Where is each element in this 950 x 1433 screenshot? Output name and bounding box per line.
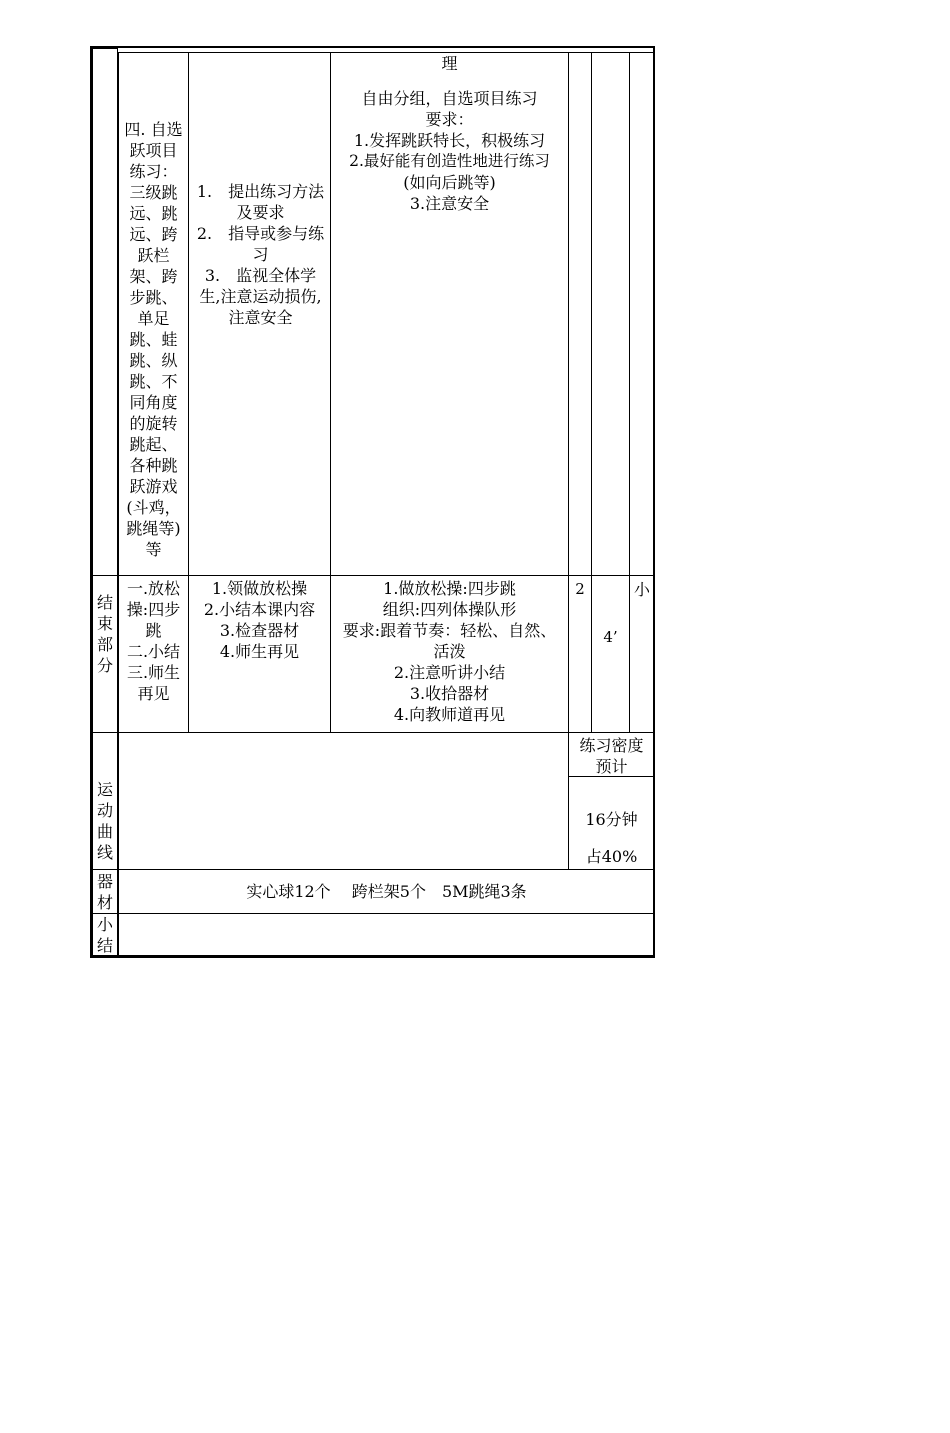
end-teacher-1: 1.领做放松操 bbox=[211, 579, 308, 598]
student-line-1: 自由分组，自选项目练习 bbox=[361, 89, 538, 108]
end-duration: 4’ bbox=[603, 628, 618, 646]
end-teacher-3: 3.检查器材 bbox=[219, 621, 300, 640]
end-intensity-cell bbox=[629, 575, 655, 733]
teacher-step-3: 3. 监视全体学生,注意运动损伤,注意安全 bbox=[199, 266, 322, 327]
end-student-2: 组织:四列体操队形 bbox=[382, 600, 517, 619]
end-times-cell bbox=[568, 575, 592, 733]
end-teacher-4: 4.师生再见 bbox=[219, 642, 300, 661]
equipment-text: 实心球12个 跨栏架5个 5M跳绳3条 bbox=[246, 882, 527, 901]
curve-label-cell bbox=[92, 732, 118, 870]
intensity-cell bbox=[629, 52, 655, 576]
density-minutes: 16分钟 bbox=[585, 810, 638, 829]
student-line-2: 要求： bbox=[425, 110, 474, 129]
end-content-3: 三.师生再见 bbox=[126, 663, 181, 703]
student-activity-cell bbox=[330, 52, 569, 576]
student-line-3: 1.发挥跳跃特长，积极练习 bbox=[353, 131, 546, 150]
times-cell bbox=[568, 52, 592, 576]
end-student-cell bbox=[330, 575, 569, 733]
end-student-4: 2.注意听讲小结 bbox=[393, 663, 506, 682]
end-student-6: 4.向教师道再见 bbox=[393, 705, 506, 724]
teacher-step-1: 1. 提出练习方法及要求 bbox=[196, 182, 325, 222]
end-intensity: 小 bbox=[633, 580, 650, 599]
equipment-label: 器材 bbox=[96, 872, 113, 912]
student-line-5: (如向后跳等) bbox=[403, 173, 496, 192]
summary-label: 小结 bbox=[96, 915, 113, 955]
teacher-step-2: 2. 指导或参与练习 bbox=[196, 224, 325, 264]
equipment-cell bbox=[118, 869, 655, 914]
duration-cell bbox=[591, 52, 630, 576]
section-cell-empty bbox=[92, 48, 118, 576]
end-section-label: 结束部分 bbox=[96, 593, 113, 675]
end-student-5: 3.收拾器材 bbox=[409, 684, 490, 703]
practice-content-text: 四. 自选跃项目练习：三级跳远、跳远、跨跃栏架、跨步跳、单足跳、蛙跳、纵跳、不同角度的旋转跳起、各种跳跃游戏(斗鸡，跳绳等)等 bbox=[124, 120, 183, 559]
student-line-6: 3.注意安全 bbox=[409, 194, 490, 213]
carry-over-text: 理 bbox=[441, 54, 458, 73]
lesson-plan-table bbox=[90, 46, 655, 958]
teacher-guidance-cell bbox=[188, 52, 331, 576]
density-value-cell bbox=[568, 776, 655, 870]
summary-cell bbox=[118, 913, 655, 956]
curve-label: 运动曲线 bbox=[96, 780, 113, 862]
end-content-cell bbox=[118, 575, 189, 733]
end-content-1: 一.放松操:四步跳 bbox=[126, 579, 181, 640]
end-student-3: 要求:跟着节奏：轻松、自然、活泼 bbox=[342, 621, 557, 661]
end-teacher-cell bbox=[188, 575, 331, 733]
end-times: 2 bbox=[575, 580, 585, 598]
end-duration-cell bbox=[591, 575, 630, 733]
density-percent: 占40% bbox=[585, 847, 638, 866]
end-section-label-cell bbox=[92, 575, 118, 733]
practice-content-cell bbox=[118, 52, 189, 576]
end-teacher-2: 2.小结本课内容 bbox=[203, 600, 316, 619]
end-content-2: 二.小结 bbox=[126, 642, 181, 661]
equipment-label-cell bbox=[92, 869, 118, 914]
end-student-1: 1.做放松操:四步跳 bbox=[383, 579, 516, 598]
curve-area bbox=[118, 732, 569, 870]
density-label: 练习密度预计 bbox=[579, 736, 644, 776]
summary-label-cell bbox=[92, 913, 118, 956]
density-label-cell bbox=[568, 732, 655, 777]
student-line-4: 2.最好能有创造性地进行练习 bbox=[349, 152, 550, 170]
